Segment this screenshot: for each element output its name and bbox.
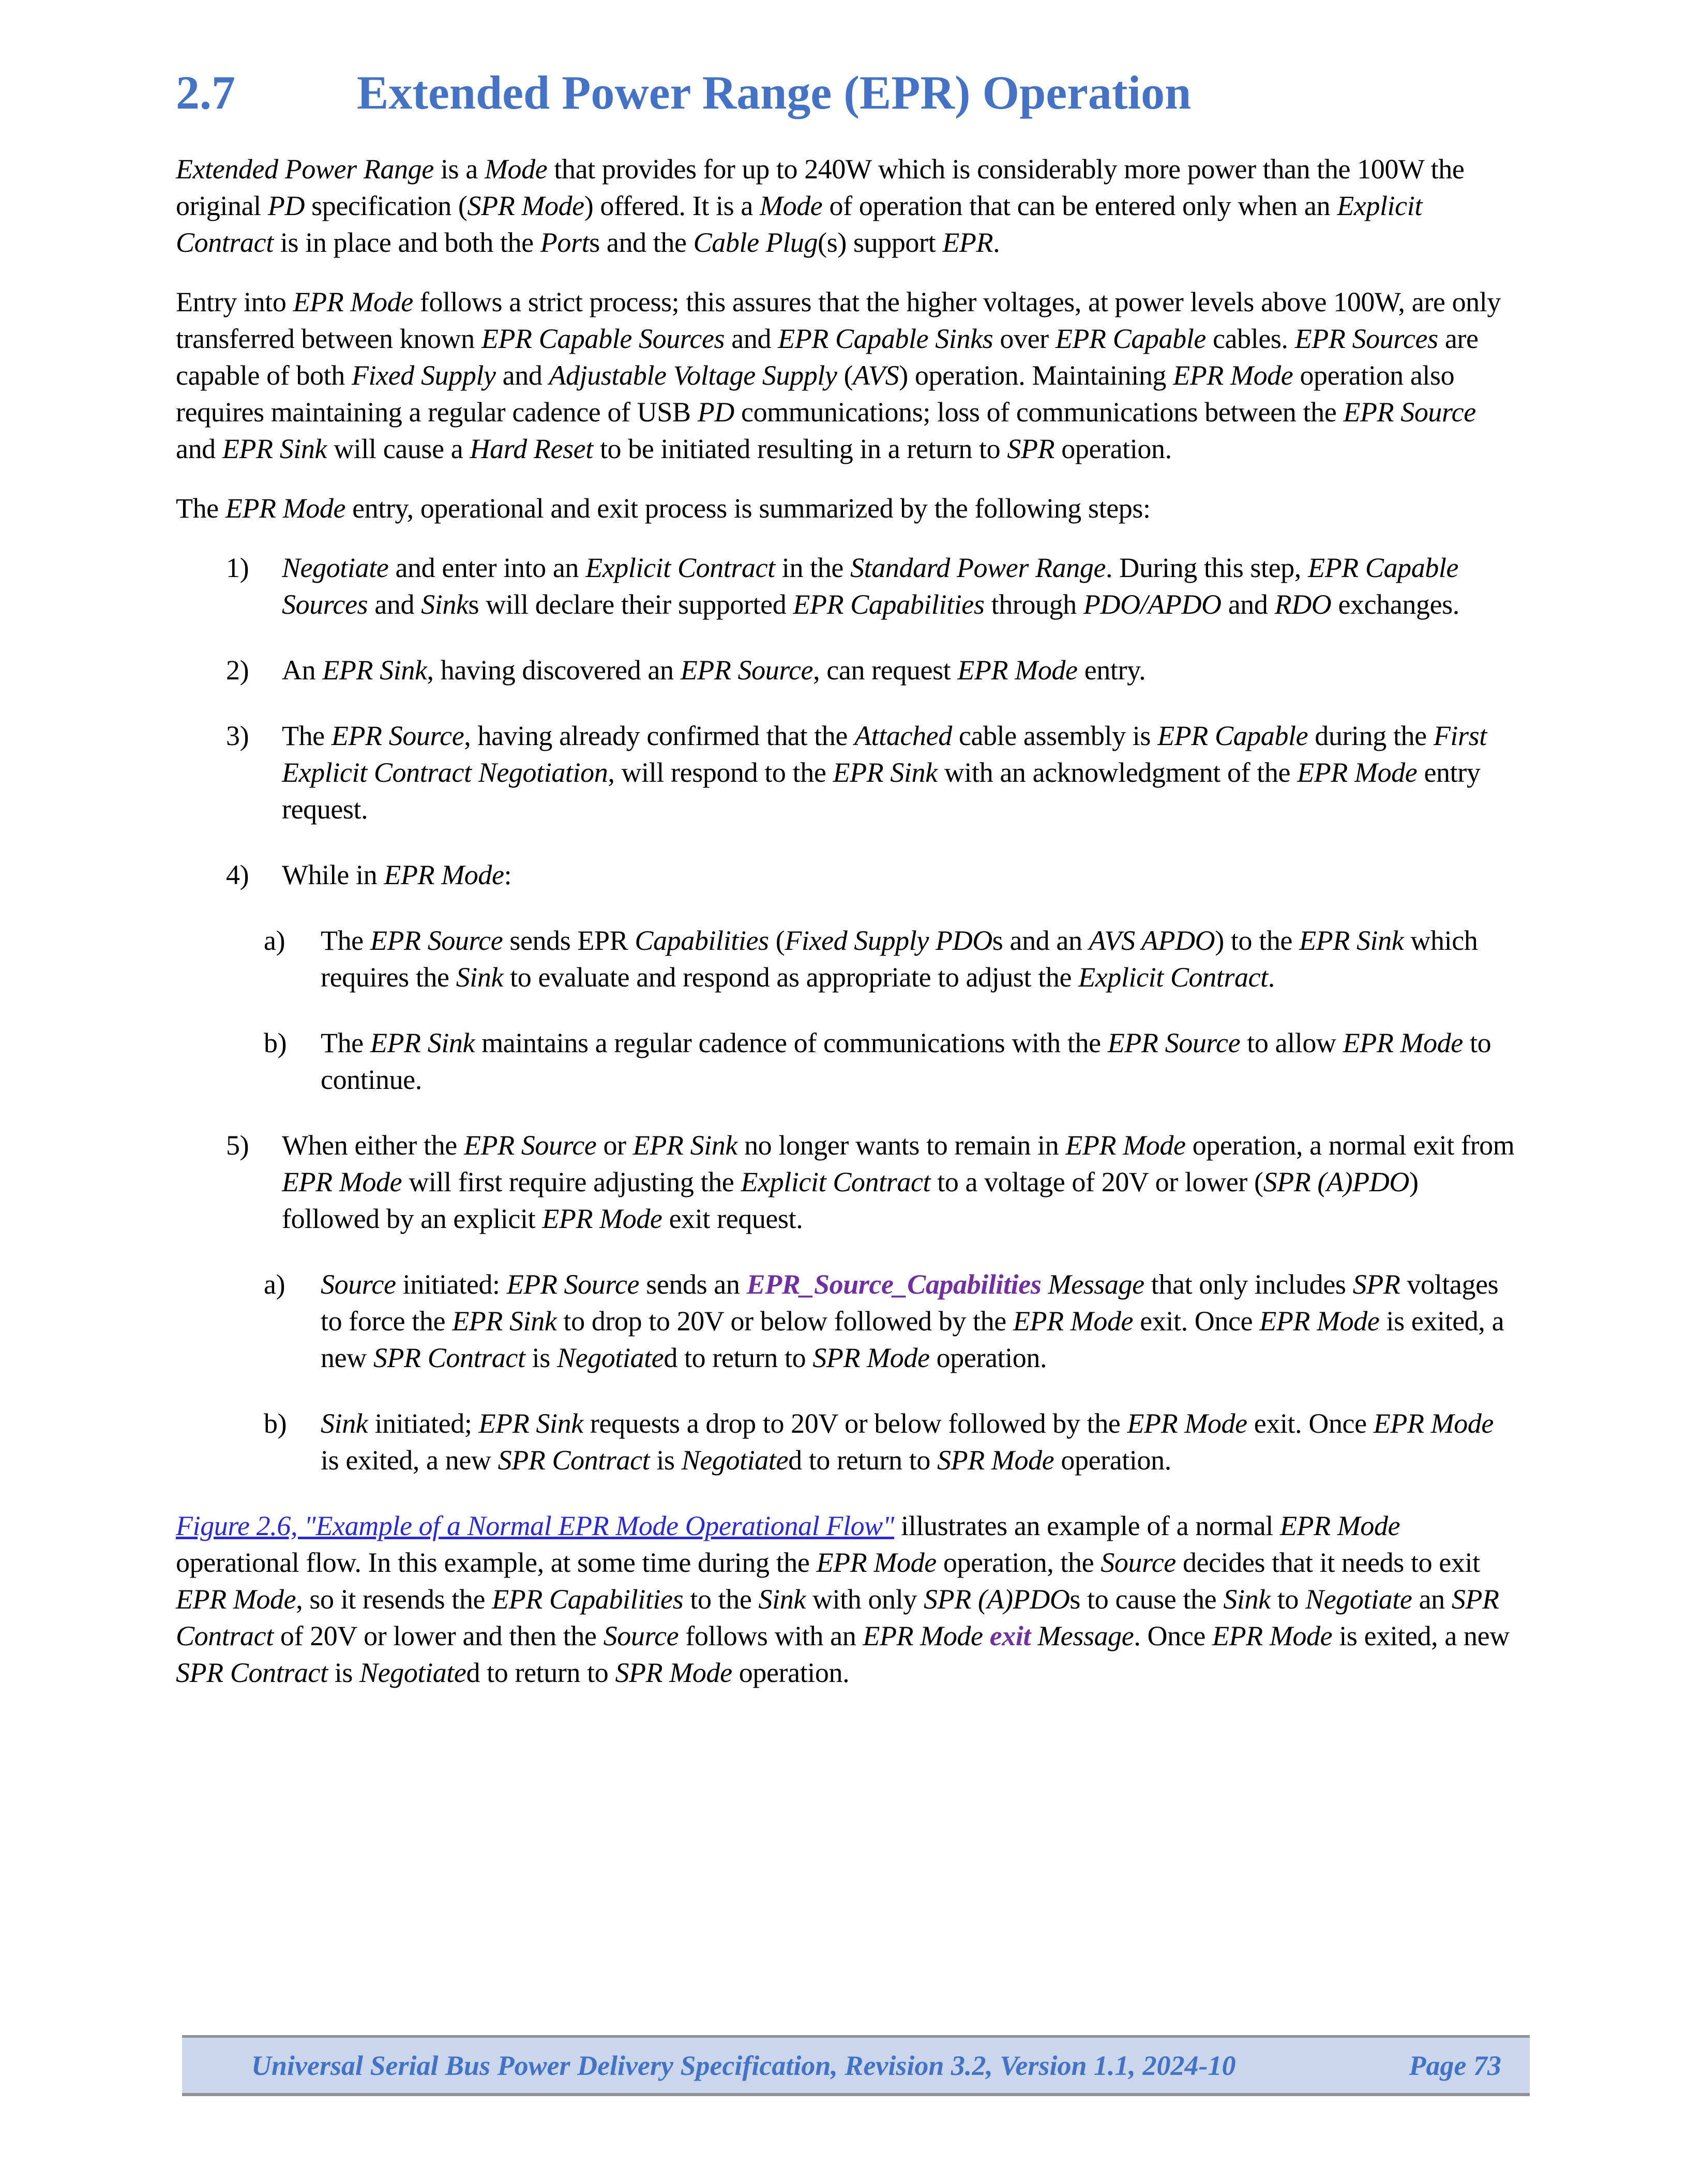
text-run: . During this step,: [1106, 552, 1308, 583]
text-run: ) followed by an explicit: [282, 1166, 1419, 1234]
text-run: PD: [267, 190, 305, 221]
text-run: through: [984, 589, 1083, 620]
text-run: , having discovered an: [427, 655, 681, 686]
list-item-text: [282, 655, 1146, 686]
list-item-text: [321, 1408, 1494, 1476]
text-run: operation also requires maintaining a regular cadence of USB: [176, 360, 1455, 428]
list-item: [176, 1266, 1515, 1376]
text-run: Fixed Supply: [351, 360, 496, 391]
text-run: to a voltage of 20V or lower (: [930, 1166, 1263, 1197]
section-number: 2.7: [176, 66, 235, 119]
text-run: exit. Once: [1247, 1408, 1374, 1439]
text-run: AVS: [853, 360, 899, 391]
text-run: an: [1412, 1584, 1452, 1615]
text-run: Sink: [456, 962, 504, 993]
text-run: Message: [1048, 1269, 1144, 1300]
text-run: The: [176, 493, 225, 524]
text-run: of 20V or lower and then the: [273, 1620, 604, 1651]
section-title: Extended Power Range (EPR) Operation: [357, 66, 1192, 119]
text-run: An: [282, 655, 323, 686]
text-run: EPR Capable Sources: [481, 323, 725, 354]
text-run: , can request: [813, 655, 958, 686]
text-run: EPR Capabilities: [492, 1584, 684, 1615]
text-run: SPR Mode: [937, 1445, 1054, 1476]
list-marker: a): [264, 1269, 285, 1300]
text-run: to be initiated resulting in a return to: [593, 433, 1007, 464]
text-run: initiated;: [368, 1408, 479, 1439]
text-run: Negotiate: [282, 552, 389, 583]
figure-2-6-link[interactable]: Figure 2.6, "Example of a Normal EPR Mode Operational Flow": [176, 1510, 895, 1541]
text-run: Entry into: [176, 286, 293, 317]
list-marker: 1): [226, 552, 249, 583]
list-item-text: [321, 1027, 1491, 1095]
section-heading: [176, 61, 1515, 124]
text-run: is a: [433, 154, 485, 185]
text-run: Negotiate: [681, 1445, 789, 1476]
text-run: communications; loss of communications between the: [734, 397, 1344, 428]
text-run: Negotiate: [556, 1342, 664, 1373]
text-run: maintains a regular cadence of communications with the: [475, 1027, 1108, 1058]
text-run: AVS APDO: [1089, 925, 1215, 956]
paragraph: [176, 151, 1515, 261]
text-run: EPR Capabilities: [793, 589, 985, 620]
text-run: EPR Sink: [222, 433, 327, 464]
text-run: SPR (A)PDO: [1263, 1166, 1409, 1197]
text-run: Sink: [421, 589, 469, 620]
text-run: or: [596, 1130, 633, 1161]
text-run: Sink: [1223, 1584, 1271, 1615]
text-run: (s) support: [818, 227, 943, 258]
text-run: When either the: [282, 1130, 464, 1161]
text-run: EPR Sink: [1299, 925, 1404, 956]
list-marker: b): [264, 1027, 287, 1058]
message-name-text: EPR_Source_Capabilities: [746, 1269, 1042, 1300]
text-run: Capabilities: [635, 925, 769, 956]
text-run: that only includes: [1144, 1269, 1353, 1300]
text-run: EPR Sink: [833, 757, 938, 788]
text-run: are capable of both: [176, 323, 1479, 391]
text-run: SPR Contract: [498, 1445, 650, 1476]
list-item: [176, 1405, 1515, 1479]
text-run: EPR Sink: [370, 1027, 475, 1058]
text-run: EPR Mode: [293, 286, 413, 317]
text-run: SPR Contract: [176, 1657, 328, 1688]
text-run: .: [1268, 962, 1275, 993]
text-run: ) to the: [1215, 925, 1300, 956]
list-item-text: [321, 1269, 1504, 1373]
text-run: EPR Mode: [1297, 757, 1418, 788]
text-run: initiated:: [396, 1269, 507, 1300]
text-run: ) operation. Maintaining: [899, 360, 1173, 391]
text-run: entry request.: [282, 757, 1481, 825]
text-run: follows a strict process; this assures that the higher voltages, at power levels above 100W, are only transferred between known: [176, 286, 1501, 354]
text-run: Negotiate: [359, 1657, 466, 1688]
text-run: SPR Contract: [176, 1584, 1499, 1651]
text-run: of operation that can be entered only when an: [822, 190, 1337, 221]
list-item: [176, 550, 1515, 623]
text-run: Message: [1037, 1620, 1134, 1651]
text-run: Explicit Contract: [741, 1166, 931, 1197]
text-run: EPR Mode: [1127, 1408, 1247, 1439]
text-run: to drop to 20V or below followed by the: [556, 1306, 1013, 1337]
text-run: is in place and both the: [273, 227, 540, 258]
text-run: SPR Mode: [615, 1657, 732, 1688]
text-run: that provides for up to 240W which is considerably more power than the 100W the original: [176, 154, 1465, 221]
text-run: is exited, a new: [1332, 1620, 1510, 1651]
text-run: PD: [697, 397, 734, 428]
list-marker: a): [264, 925, 285, 956]
text-run: exit request.: [662, 1203, 803, 1234]
text-run: Attached: [854, 720, 952, 751]
text-run: EPR Mode: [1373, 1408, 1494, 1439]
list-item: [176, 857, 1515, 893]
text-run: Port: [540, 227, 590, 258]
text-run: is: [525, 1342, 557, 1373]
text-run: operation.: [1054, 433, 1172, 464]
text-run: EPR Capable: [1157, 720, 1308, 751]
text-run: EPR Capable: [1055, 323, 1206, 354]
text-run: EPR Mode: [282, 1166, 402, 1197]
text-run: EPR Mode: [1259, 1306, 1380, 1337]
text-run: EPR Source: [506, 1269, 640, 1300]
text-run: during the: [1308, 720, 1434, 751]
text-run: Adjustable Voltage Supply: [549, 360, 837, 391]
list-marker: 5): [226, 1130, 249, 1161]
text-run: The: [321, 925, 370, 956]
text-run: Source: [321, 1269, 396, 1300]
text-run: The: [321, 1027, 370, 1058]
text-run: operation.: [1054, 1445, 1171, 1476]
text-run: and: [1221, 589, 1275, 620]
text-run: requests a drop to 20V or below followed by the: [583, 1408, 1127, 1439]
list-item: [176, 652, 1515, 689]
text-run: Explicit Contract: [585, 552, 775, 583]
text-run: with only: [805, 1584, 924, 1615]
text-run: , having already confirmed that the: [464, 720, 855, 751]
text-run: Mode: [484, 154, 548, 185]
text-run: Mode: [760, 190, 823, 221]
text-run: cables.: [1205, 323, 1295, 354]
text-run: no longer wants to remain in: [737, 1130, 1066, 1161]
paragraph: [176, 490, 1515, 527]
text-run: Explicit Contract: [176, 190, 1422, 258]
text-run: illustrates an example of a normal: [894, 1510, 1280, 1541]
text-run: decides that it needs to exit: [1175, 1547, 1480, 1578]
list-item: [176, 1127, 1515, 1237]
list-item: [176, 922, 1515, 996]
text-run: [1041, 1269, 1048, 1300]
text-run: specification (: [305, 190, 468, 221]
text-run: is: [327, 1657, 360, 1688]
text-run: EPR Sink: [478, 1408, 583, 1439]
text-run: follows with an: [679, 1620, 863, 1651]
text-run: to evaluate and respond as appropriate to adjust the: [503, 962, 1079, 993]
text-run: s and the: [589, 227, 694, 258]
text-run: Source: [603, 1620, 679, 1651]
paragraph: [176, 284, 1515, 467]
text-run: EPR Mode: [1065, 1130, 1186, 1161]
text-run: voltages to force the: [321, 1269, 1499, 1337]
text-run: Negotiate: [1305, 1584, 1412, 1615]
text-run: exit. Once: [1133, 1306, 1260, 1337]
text-run: EPR Capable Sources: [282, 552, 1459, 620]
text-run: EPR Capable Sinks: [778, 323, 993, 354]
text-run: operation, a normal exit from: [1185, 1130, 1515, 1161]
text-run: EPR Mode: [1343, 1027, 1463, 1058]
text-run: is: [650, 1445, 682, 1476]
text-run: Sink: [758, 1584, 806, 1615]
text-run: Explicit Contract: [1078, 962, 1268, 993]
text-run: s and an: [992, 925, 1089, 956]
text-run: The: [282, 720, 331, 751]
text-run: and: [725, 323, 778, 354]
message-name-text: exit: [989, 1620, 1031, 1651]
text-run: SPR Contract: [373, 1342, 525, 1373]
text-run: [1031, 1620, 1037, 1651]
text-run: SPR Mode: [467, 190, 584, 221]
text-run: (: [837, 360, 853, 391]
text-run: EPR Source: [1107, 1027, 1241, 1058]
text-run: s to cause the: [1069, 1584, 1224, 1615]
text-run: EPR Source: [370, 925, 503, 956]
text-run: EPR Sink: [452, 1306, 557, 1337]
text-run: , so it resends the: [296, 1584, 492, 1615]
list-item: [176, 1025, 1515, 1098]
list-item-text: [321, 925, 1478, 993]
text-run: EPR Source: [463, 1130, 597, 1161]
text-run: to: [1270, 1584, 1306, 1615]
text-run: While in: [282, 859, 384, 890]
list-marker: 4): [226, 859, 249, 890]
list-item-text: [282, 720, 1487, 825]
text-run: which requires the: [321, 925, 1478, 993]
text-run: operation.: [732, 1657, 850, 1688]
text-run: :: [504, 859, 512, 890]
text-run: Extended Power Range: [176, 154, 434, 185]
paragraph: [176, 1508, 1515, 1691]
text-run: EPR Mode: [225, 493, 346, 524]
text-run: .: [993, 227, 1000, 258]
text-run: s will declare their supported: [468, 589, 793, 620]
text-run: Cable Plug: [693, 227, 818, 258]
text-run: will first require adjusting the: [402, 1166, 741, 1197]
text-run: cable assembly is: [952, 720, 1158, 751]
footer-page-number: Page 73: [1409, 2050, 1501, 2081]
list-marker: b): [264, 1408, 287, 1439]
text-run: EPR Mode: [863, 1620, 983, 1651]
text-run: Hard Reset: [470, 433, 593, 464]
text-run: EPR Source: [680, 655, 813, 686]
text-run: SPR (A)PDO: [924, 1584, 1070, 1615]
text-run: EPR Mode: [1173, 360, 1293, 391]
text-run: EPR Mode: [957, 655, 1078, 686]
text-run: Standard Power Range: [850, 552, 1106, 583]
text-run: Source: [1101, 1547, 1176, 1578]
text-run: will cause a: [327, 433, 470, 464]
text-run: is exited, a new: [321, 1445, 498, 1476]
text-run: and: [176, 433, 222, 464]
text-run: operation, the: [936, 1547, 1101, 1578]
text-run: to continue.: [321, 1027, 1491, 1095]
text-run: d to return to: [664, 1342, 813, 1373]
text-run: entry, operational and exit process is summarized by the following steps:: [345, 493, 1151, 524]
text-run: EPR Mode: [1013, 1306, 1134, 1337]
text-run: operational flow. In this example, at some time during the: [176, 1547, 817, 1578]
text-run: exchanges.: [1331, 589, 1459, 620]
text-run: sends an: [639, 1269, 747, 1300]
list-marker: 3): [226, 720, 249, 751]
text-run: EPR Sink: [322, 655, 427, 686]
list-item-text: [282, 1130, 1514, 1234]
text-run: in the: [775, 552, 851, 583]
text-run: EPR Mode: [176, 1584, 296, 1615]
list-item: [176, 718, 1515, 828]
text-run: EPR Mode: [816, 1547, 937, 1578]
text-run: First Explicit Contract Negotiation: [282, 720, 1487, 788]
text-run: and: [368, 589, 421, 620]
text-run: (: [768, 925, 785, 956]
text-run: d to return to: [788, 1445, 938, 1476]
document-body: [176, 151, 1515, 1691]
text-run: SPR: [1352, 1269, 1400, 1300]
text-run: Fixed Supply PDO: [785, 925, 992, 956]
text-run: d to return to: [466, 1657, 615, 1688]
text-run: Sink: [321, 1408, 368, 1439]
text-run: EPR Sink: [632, 1130, 737, 1161]
text-run: and enter into an: [388, 552, 586, 583]
text-run: EPR: [942, 227, 993, 258]
page-footer: [182, 2035, 1530, 2096]
text-run: EPR Mode: [1212, 1620, 1333, 1651]
text-run: RDO: [1274, 589, 1332, 620]
text-run: entry.: [1077, 655, 1146, 686]
text-run: ) offered. It is a: [584, 190, 760, 221]
text-run: SPR Mode: [812, 1342, 930, 1373]
text-run: [983, 1620, 990, 1651]
text-run: EPR Mode: [1279, 1510, 1400, 1541]
text-run: sends EPR: [503, 925, 635, 956]
text-run: to allow: [1240, 1027, 1343, 1058]
text-run: over: [993, 323, 1056, 354]
list-item-text: [282, 859, 511, 890]
list-item-text: [282, 552, 1459, 620]
text-run: EPR Source: [1343, 397, 1476, 428]
text-run: SPR: [1007, 433, 1055, 464]
text-run: operation.: [929, 1342, 1047, 1373]
text-run: is exited, a new: [321, 1306, 1504, 1373]
text-run: EPR Source: [331, 720, 464, 751]
text-run: . Once: [1134, 1620, 1212, 1651]
text-run: EPR Mode: [384, 859, 504, 890]
list-marker: 2): [226, 655, 249, 686]
text-run: to the: [683, 1584, 759, 1615]
text-run: EPR Mode: [542, 1203, 662, 1234]
text-run: and: [495, 360, 549, 391]
text-run: PDO/APDO: [1083, 589, 1222, 620]
footer-title: Universal Serial Bus Power Delivery Specification, Revision 3.2, Version 1.1, 2024-10: [251, 2050, 1236, 2081]
text-run: EPR Sources: [1294, 323, 1438, 354]
text-run: , will respond to the: [608, 757, 833, 788]
text-run: with an acknowledgment of the: [937, 757, 1298, 788]
